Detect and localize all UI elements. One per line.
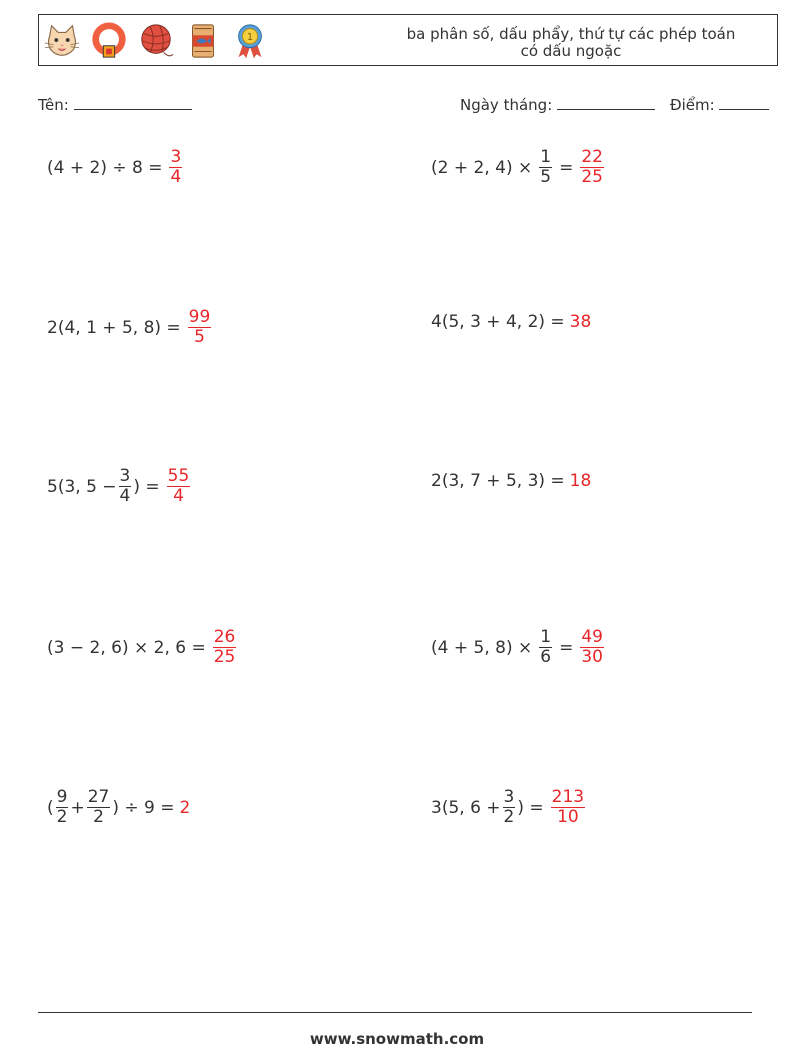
- yarn-ball-icon: [137, 21, 175, 61]
- answer-fraction: [169, 148, 182, 187]
- answer-numerator: 22: [581, 147, 603, 167]
- numerator: 27: [87, 787, 110, 807]
- problem-7: [47, 628, 238, 667]
- equals: ) =: [517, 797, 544, 818]
- problem-3: [47, 308, 213, 347]
- date-blank[interactable]: [557, 94, 655, 110]
- answer-denominator: 30: [581, 647, 603, 667]
- answer-fraction: [188, 308, 212, 347]
- denominator: 5: [540, 167, 552, 187]
- expression: 2(3, 7 + 5, 3) =: [431, 471, 565, 491]
- expression: (4 + 2) ÷ 8 =: [47, 157, 163, 178]
- problem-2: [431, 148, 606, 187]
- answer-numerator: 213: [551, 787, 585, 807]
- worksheet-title: [381, 26, 761, 60]
- expression: (2 + 2, 4) ×: [431, 157, 533, 178]
- fraction-2: [87, 788, 111, 827]
- answer-denominator: 25: [581, 167, 603, 187]
- cat-icon: [43, 21, 81, 61]
- score-label: Điểm:: [670, 96, 715, 114]
- answer-fraction: [167, 467, 191, 506]
- problem-8: [431, 628, 606, 667]
- answer-numerator: 55: [167, 466, 190, 486]
- numerator: 9: [56, 787, 68, 807]
- fraction: [503, 788, 516, 827]
- expression: (4 + 5, 8) ×: [431, 637, 533, 658]
- answer: 2: [179, 797, 191, 818]
- problem-1: [47, 148, 184, 187]
- expression: 4(5, 3 + 4, 2) =: [431, 312, 565, 332]
- fraction-1: [56, 788, 69, 827]
- expression-tail: ) ÷ 9 =: [112, 797, 175, 818]
- denominator: 6: [540, 647, 552, 667]
- expression: (3 − 2, 6) × 2, 6 =: [47, 637, 206, 658]
- answer-denominator: 4: [173, 486, 184, 506]
- ring-buoy-icon: [90, 21, 128, 61]
- footer-divider: [38, 1012, 752, 1013]
- numerator: 3: [503, 787, 515, 807]
- answer-numerator: 99: [188, 307, 211, 327]
- denominator: 2: [503, 807, 515, 827]
- equals: =: [559, 637, 574, 658]
- denominator: 2: [56, 807, 68, 827]
- score-field: [670, 94, 769, 114]
- answer-denominator: 4: [170, 167, 182, 187]
- answer-denominator: 10: [557, 807, 579, 827]
- numerator: 3: [119, 466, 131, 486]
- title-line-1: ba phân số, dấu phẩy, thứ tự các phép toán: [406, 25, 736, 43]
- answer-fraction: [551, 788, 585, 827]
- medal-icon: [231, 21, 269, 61]
- footer-url[interactable]: www.snowmath.com: [309, 1030, 485, 1048]
- plus: +: [70, 797, 85, 818]
- fraction: [539, 148, 552, 187]
- expression: 3(5, 6 +: [431, 797, 501, 818]
- svg-text:1: 1: [246, 32, 254, 44]
- answer-fraction: [213, 628, 237, 667]
- fraction: [119, 467, 132, 506]
- problem-4: [431, 312, 591, 332]
- date-label: Ngày tháng:: [460, 96, 553, 114]
- expression: 2(4, 1 + 5, 8) =: [47, 317, 181, 338]
- denominator: 4: [119, 486, 131, 506]
- answer-denominator: 5: [194, 327, 205, 347]
- equals: ) =: [133, 476, 160, 497]
- denominator: 2: [93, 807, 104, 827]
- problem-9: [47, 788, 190, 827]
- answer-fraction: [580, 148, 604, 187]
- header-icons: [43, 21, 278, 61]
- open-paren: (: [47, 797, 54, 818]
- answer-fraction: [580, 628, 604, 667]
- numerator: 1: [540, 627, 552, 647]
- title-line-2: có dấu ngoặc: [520, 42, 622, 60]
- answer: 38: [569, 312, 592, 332]
- answer: 18: [569, 471, 592, 491]
- fraction: [539, 628, 552, 667]
- answer-numerator: 49: [581, 627, 603, 647]
- fish-can-icon: [184, 21, 222, 61]
- numerator: 1: [540, 147, 552, 167]
- answer-numerator: 26: [213, 627, 236, 647]
- name-blank[interactable]: [74, 94, 192, 110]
- problem-6: [431, 471, 591, 491]
- name-label: Tên:: [38, 96, 69, 114]
- date-field: [460, 94, 655, 114]
- answer-numerator: 3: [170, 147, 182, 167]
- answer-denominator: 25: [213, 647, 236, 667]
- expression: 5(3, 5 −: [47, 476, 117, 497]
- problem-10: [431, 788, 587, 827]
- score-blank[interactable]: [719, 94, 769, 110]
- equals: =: [559, 157, 574, 178]
- problem-5: [47, 467, 192, 506]
- worksheet-header: [38, 14, 778, 66]
- name-field: [38, 94, 192, 114]
